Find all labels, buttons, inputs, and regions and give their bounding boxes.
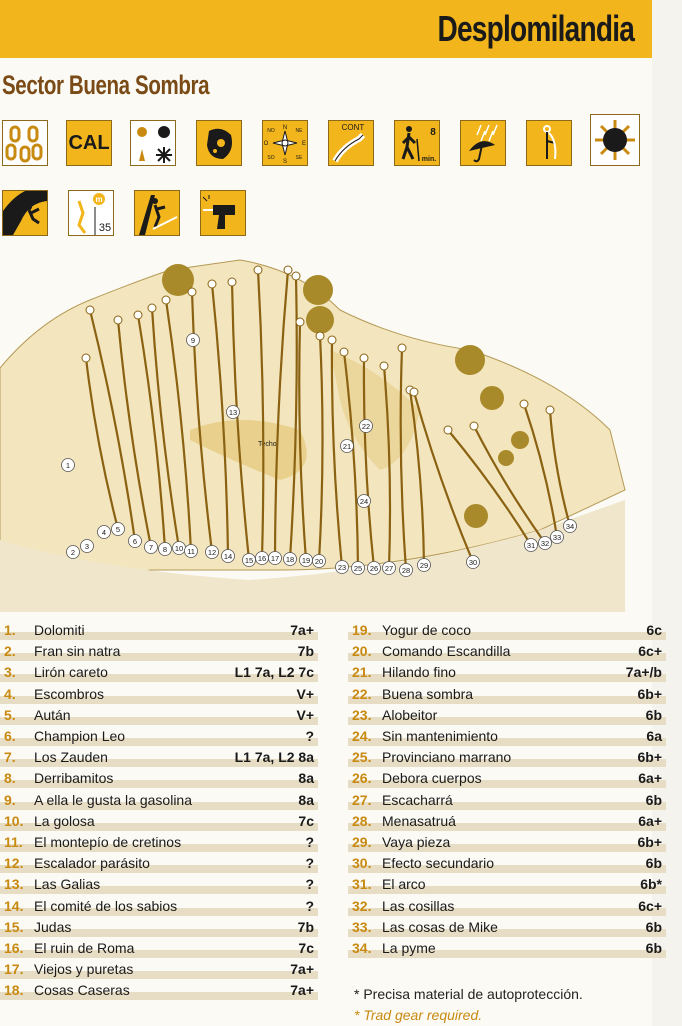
route-anchor <box>148 304 156 312</box>
route-anchor <box>208 280 216 288</box>
marker-number: 33 <box>552 533 562 542</box>
marker-number: 18 <box>285 555 295 564</box>
marker-number: 32 <box>540 539 550 548</box>
route-marker <box>145 541 158 554</box>
drill-icon <box>200 190 246 236</box>
marker-number: 23 <box>337 563 347 572</box>
route-grade: 8a <box>298 791 314 808</box>
route-anchor <box>134 311 142 319</box>
route-row <box>348 705 666 725</box>
route-anchor <box>228 278 236 286</box>
sector-title: Sector Buena Sombra <box>2 70 210 100</box>
route-marker <box>129 535 142 548</box>
marker-number: 5 <box>115 525 121 534</box>
route-name: El comité de los sabios <box>34 897 178 914</box>
quickdraw-icon <box>2 120 48 166</box>
route-name: Champion Leo <box>34 728 126 744</box>
route-name: Buena sombra <box>382 685 474 702</box>
route-anchor <box>328 336 336 344</box>
route-number: 14. <box>4 897 24 914</box>
route-anchor <box>284 266 292 274</box>
route-number: 31. <box>352 876 372 893</box>
route-number: 30. <box>352 855 372 872</box>
route-grade: 6c+ <box>638 643 662 660</box>
route-name: A ella le gusta la gasolina <box>34 791 192 808</box>
marker-number: 17 <box>270 554 280 563</box>
route-marker <box>467 556 480 569</box>
route-name: El ruin de Roma <box>34 940 135 956</box>
route-number: 2. <box>4 643 16 660</box>
compass-n: N <box>282 125 288 131</box>
route-anchor <box>162 296 170 304</box>
route-number: 15. <box>4 918 24 935</box>
route-anchor <box>340 348 348 356</box>
route-name: Menasatruá <box>382 812 456 829</box>
route-marker <box>525 539 538 552</box>
marker-number: 34 <box>565 522 575 531</box>
route-anchor <box>254 266 262 274</box>
route-number: 32. <box>352 897 372 914</box>
marker-number: 12 <box>207 548 217 557</box>
route-anchor <box>410 388 418 396</box>
marker-number: 7 <box>148 543 154 552</box>
route-grade: V+ <box>296 706 314 723</box>
slab-icon <box>134 190 180 236</box>
route-anchor <box>114 316 122 324</box>
route-grade: 6b+ <box>637 685 662 702</box>
route-number: 22. <box>352 685 372 702</box>
cal-label: CAL <box>68 131 110 154</box>
route-number: 20. <box>352 643 372 660</box>
route-number: 8. <box>4 770 16 787</box>
route-name: Los Zauden <box>34 749 108 766</box>
route-name: Aután <box>34 706 71 723</box>
marker-number: 19 <box>301 556 311 565</box>
route-row <box>348 684 666 704</box>
route-row <box>348 832 666 852</box>
route-number: 17. <box>4 961 24 978</box>
route-number: 18. <box>4 982 24 999</box>
techo-label: Techo <box>258 441 277 448</box>
route-name: Yogur de coco <box>382 622 471 638</box>
route-number: 10. <box>4 812 24 829</box>
route-name: Escalador parásito <box>34 855 150 872</box>
route-marker <box>564 520 577 533</box>
route-name: Fran sin natra <box>34 643 121 660</box>
route-marker <box>383 562 396 575</box>
marker-number: 15 <box>244 556 254 565</box>
route-grade: ? <box>305 728 314 744</box>
route-grade: 7a+ <box>290 622 314 638</box>
route-name: Derribamitos <box>34 770 114 787</box>
footnote-es: * Precisa material de autoprotección. <box>354 986 583 1002</box>
route-name: Las cosillas <box>382 897 455 914</box>
route-row <box>0 938 318 958</box>
route-marker <box>352 562 365 575</box>
route-grade: ? <box>305 876 314 893</box>
route-grade: 6a <box>646 728 662 744</box>
route-name: Sin mantenimiento <box>382 728 498 744</box>
route-row <box>0 832 318 852</box>
route-marker <box>400 564 413 577</box>
route-grade: 7a+/b <box>625 664 662 681</box>
route-row <box>348 874 666 894</box>
route-row <box>348 641 666 661</box>
footnote-en: * Trad gear required. <box>354 1007 483 1023</box>
route-row <box>348 662 666 682</box>
route-row <box>0 747 318 767</box>
route-anchor <box>360 354 368 362</box>
route-row <box>348 790 666 810</box>
route-name: Hilando fino <box>382 664 456 681</box>
marker-number: 27 <box>384 564 394 573</box>
route-height-icon <box>68 190 114 236</box>
marker-number: 16 <box>257 554 267 563</box>
route-name: Viejos y puretas <box>34 961 134 978</box>
route-anchor <box>188 288 196 296</box>
overhang-icon <box>2 190 48 236</box>
route-row <box>0 980 318 1000</box>
route-name: Provinciano marrano <box>382 749 512 766</box>
route-row <box>348 853 666 873</box>
compass-o: O <box>263 141 269 147</box>
route-row <box>0 959 318 979</box>
route-number: 16. <box>4 940 24 956</box>
route-name: Comando Escandilla <box>382 643 511 660</box>
marker-number: 30 <box>468 558 478 567</box>
marker-number: 10 <box>174 544 184 553</box>
route-row <box>0 705 318 725</box>
route-anchor <box>316 332 324 340</box>
route-row <box>0 620 318 640</box>
marker-number: 31 <box>526 541 536 550</box>
continuity-icon <box>328 120 374 166</box>
height-value: 35 <box>98 222 112 234</box>
route-number: 6. <box>4 728 16 744</box>
route-marker <box>360 420 373 433</box>
marker-number: 25 <box>353 564 363 573</box>
route-marker <box>243 554 256 567</box>
route-name: Efecto secundario <box>382 855 495 872</box>
route-grade: 7c <box>298 940 314 956</box>
route-anchor <box>380 362 388 370</box>
route-number: 28. <box>352 812 372 829</box>
rain-umbrella-icon <box>460 120 506 166</box>
height-unit: m <box>95 195 103 204</box>
compass-icon <box>262 120 308 166</box>
route-marker <box>358 495 371 508</box>
route-marker <box>112 523 125 536</box>
route-number: 3. <box>4 664 16 681</box>
compass-s: S <box>282 159 288 165</box>
approach-minutes: 8 <box>430 127 436 138</box>
route-grade: 7a+ <box>290 982 314 999</box>
route-marker <box>222 550 235 563</box>
route-name: La pyme <box>382 940 436 956</box>
route-row <box>348 726 666 746</box>
route-row <box>348 768 666 788</box>
route-marker <box>98 526 111 539</box>
route-marker <box>227 406 240 419</box>
route-name: Debora cuerpos <box>382 770 482 787</box>
route-marker <box>284 553 297 566</box>
route-row <box>0 684 318 704</box>
route-name: Escombros <box>34 685 105 702</box>
route-grade: 7c <box>298 812 314 829</box>
route-row <box>0 662 318 682</box>
route-name: Cosas Caseras <box>34 982 130 999</box>
route-marker <box>539 537 552 550</box>
route-grade: 7a+ <box>290 961 314 978</box>
route-row <box>0 790 318 810</box>
route-grade: 6b <box>645 706 662 723</box>
route-anchor <box>296 318 304 326</box>
route-number: 7. <box>4 749 16 766</box>
route-anchor <box>86 306 94 314</box>
route-number: 24. <box>352 728 372 744</box>
route-name: Judas <box>34 918 72 935</box>
route-number: 9. <box>4 791 16 808</box>
route-row <box>0 811 318 831</box>
route-marker <box>368 562 381 575</box>
route-marker <box>551 531 564 544</box>
route-anchor <box>444 426 452 434</box>
sun-icon <box>590 114 640 166</box>
route-name: Las Galias <box>34 876 101 893</box>
route-row <box>0 853 318 873</box>
route-marker <box>313 555 326 568</box>
route-marker <box>206 546 219 559</box>
route-marker <box>300 554 313 567</box>
route-marker <box>269 552 282 565</box>
route-number: 5. <box>4 706 16 723</box>
route-grade: 6b+ <box>637 749 662 766</box>
route-row <box>0 768 318 788</box>
route-marker <box>62 459 75 472</box>
route-grade: 6b <box>645 855 662 872</box>
cont-label: CONT <box>341 123 365 132</box>
route-row <box>0 726 318 746</box>
compass-ne: NE <box>295 128 303 134</box>
marker-number: 4 <box>101 528 107 537</box>
approach-unit: min. <box>421 156 437 163</box>
route-marker <box>159 543 172 556</box>
route-grade: 7b <box>297 918 314 935</box>
route-grade: V+ <box>296 685 314 702</box>
route-grade: 7b <box>297 643 314 660</box>
route-number: 11. <box>4 834 23 850</box>
route-grade: 6a+ <box>638 770 662 787</box>
route-anchor <box>470 422 478 430</box>
route-grade: 6b <box>645 791 662 808</box>
route-grade: ? <box>305 855 314 872</box>
route-row <box>348 620 666 640</box>
route-marker <box>187 334 200 347</box>
hold-icon <box>196 120 242 166</box>
route-grade: 6c <box>646 622 662 638</box>
route-name: Escacharrá <box>382 791 453 808</box>
route-anchor <box>520 400 528 408</box>
compass-so: SO <box>267 155 275 161</box>
route-number: 26. <box>352 770 372 787</box>
route-name: Lirón careto <box>34 664 108 681</box>
route-anchor <box>82 354 90 362</box>
route-name: Vaya pieza <box>382 834 451 850</box>
marker-number: 3 <box>84 542 90 551</box>
marker-number: 21 <box>342 442 352 451</box>
route-row <box>0 874 318 894</box>
route-number: 23. <box>352 706 372 723</box>
marker-number: 8 <box>162 545 168 554</box>
route-grade: 6b <box>645 918 662 935</box>
route-grade: 6b+ <box>637 834 662 850</box>
route-anchor <box>292 272 300 280</box>
route-row <box>348 747 666 767</box>
route-number: 12. <box>4 855 24 872</box>
route-marker <box>341 440 354 453</box>
limestone-icon <box>66 120 112 166</box>
route-number: 19. <box>352 622 372 638</box>
route-row <box>348 917 666 937</box>
route-row <box>0 917 318 937</box>
route-name: El montepío de cretinos <box>34 834 182 850</box>
route-number: 21. <box>352 664 372 681</box>
route-grade: ? <box>305 897 314 914</box>
route-name: La golosa <box>34 812 95 829</box>
route-grade: 6b <box>645 940 662 956</box>
route-grade: 6b* <box>640 876 662 893</box>
route-marker <box>173 542 186 555</box>
route-number: 27. <box>352 791 372 808</box>
descent-icon <box>526 120 572 166</box>
route-grade: 8a <box>298 770 314 787</box>
route-name: Las cosas de Mike <box>382 918 498 935</box>
approach-icon <box>394 120 440 166</box>
compass-se: SE <box>295 155 303 161</box>
route-anchor <box>546 406 554 414</box>
route-row <box>0 896 318 916</box>
marker-number: 2 <box>70 548 76 557</box>
route-marker <box>418 559 431 572</box>
route-number: 34. <box>352 940 372 956</box>
route-number: 33. <box>352 918 372 935</box>
route-marker <box>256 552 269 565</box>
route-marker <box>67 546 80 559</box>
marker-number: 11 <box>187 547 195 556</box>
header-bar <box>0 0 652 58</box>
route-row <box>348 811 666 831</box>
route-number: 25. <box>352 749 372 766</box>
route-grade: 6a+ <box>638 812 662 829</box>
page-title: Desplomilandia <box>437 8 634 49</box>
marker-number: 6 <box>132 537 138 546</box>
route-grade: 6c+ <box>638 897 662 914</box>
topo-diagram <box>0 240 652 612</box>
route-grade: L1 7a, L2 7c <box>234 664 314 681</box>
marker-number: 29 <box>419 561 429 570</box>
route-name: Alobeitor <box>382 706 438 723</box>
compass-e: E <box>301 141 307 147</box>
route-grade: L1 7a, L2 8a <box>234 749 314 766</box>
route-row <box>348 896 666 916</box>
route-number: 29. <box>352 834 372 850</box>
marker-number: 24 <box>359 497 369 506</box>
marker-number: 26 <box>369 564 379 573</box>
route-row <box>348 938 666 958</box>
marker-number: 28 <box>401 566 411 575</box>
marker-number: 1 <box>65 461 71 470</box>
route-name: El arco <box>382 876 426 893</box>
route-number: 1. <box>4 622 16 638</box>
route-marker <box>185 545 198 558</box>
route-number: 4. <box>4 685 16 702</box>
route-marker <box>336 561 349 574</box>
route-grade: ? <box>305 834 314 850</box>
route-anchor <box>398 344 406 352</box>
route-name: Dolomiti <box>34 622 85 638</box>
route-marker <box>81 540 94 553</box>
compass-no: NO <box>267 128 275 134</box>
marker-number: 9 <box>190 336 196 345</box>
marker-number: 22 <box>361 422 371 431</box>
route-number: 13. <box>4 876 24 893</box>
season-icon <box>130 120 176 166</box>
marker-number: 13 <box>228 408 238 417</box>
marker-number: 14 <box>223 552 233 561</box>
marker-number: 20 <box>314 557 324 566</box>
route-row <box>0 641 318 661</box>
